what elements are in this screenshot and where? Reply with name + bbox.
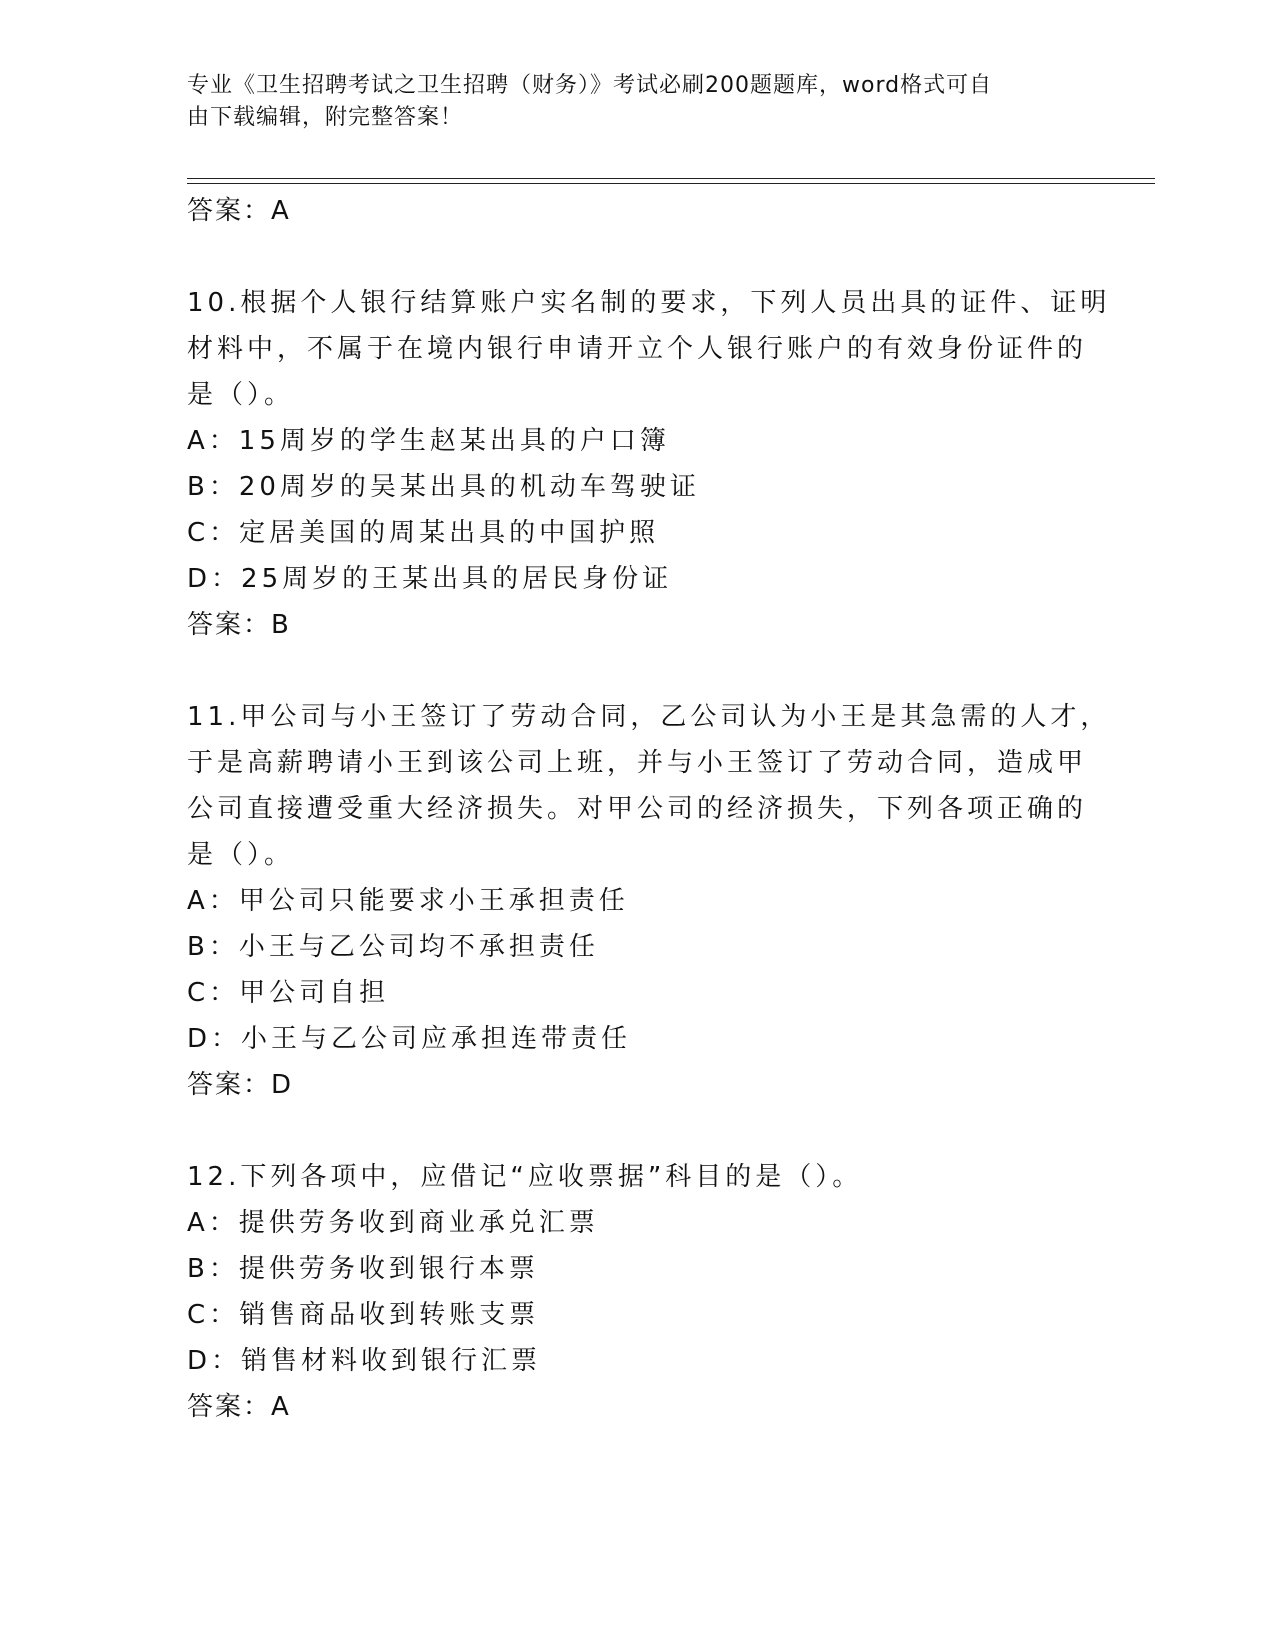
answer: 答案：D [187, 1070, 294, 1100]
question-text: 公司直接遭受重大经济损失。对甲公司的经济损失，下列各项正确的 [187, 794, 1088, 824]
header-line-1: 专业《卫生招聘考试之卫生招聘（财务）》考试必刷200题题库，word格式可自 [187, 73, 993, 98]
option-c: C：甲公司自担 [187, 978, 390, 1008]
option-b: B：小王与乙公司均不承担责任 [187, 932, 599, 962]
answer: 答案：B [187, 610, 291, 640]
question-text: 是（）。 [187, 380, 295, 410]
document-body [187, 188, 1111, 1430]
question-text: 于是高薪聘请小王到该公司上班，并与小王签订了劳动合同，造成甲 [187, 748, 1088, 778]
option-d: D：小王与乙公司应承担连带责任 [187, 1024, 632, 1054]
option-d: D：销售材料收到银行汇票 [187, 1346, 542, 1376]
header-line-2: 由下载编辑，附完整答案！ [187, 105, 464, 130]
option-c: C：定居美国的周某出具的中国护照 [187, 518, 660, 548]
answer-previous: 答案：A [187, 196, 291, 226]
option-a: A：提供劳务收到商业承兑汇票 [187, 1208, 599, 1238]
header-rule-bottom [187, 183, 1155, 184]
option-b: B：提供劳务收到银行本票 [187, 1254, 539, 1284]
question-10 [187, 280, 1111, 648]
option-b: B：20周岁的吴某出具的机动车驾驶证 [187, 472, 700, 502]
question-text: 10.根据个人银行结算账户实名制的要求，下列人员出具的证件、证明 [187, 288, 1111, 318]
question-text: 是（）。 [187, 840, 295, 870]
document-header [187, 70, 1067, 134]
option-c: C：销售商品收到转账支票 [187, 1300, 540, 1330]
option-a: A：甲公司只能要求小王承担责任 [187, 886, 629, 916]
answer: 答案：A [187, 1392, 291, 1422]
header-rule-top [187, 178, 1155, 179]
question-text: 11.甲公司与小王签订了劳动合同，乙公司认为小王是其急需的人才， [187, 702, 1111, 732]
question-text: 材料中，不属于在境内银行申请开立个人银行账户的有效身份证件的 [187, 334, 1088, 364]
question-12 [187, 1154, 1087, 1430]
question-text: 12.下列各项中，应借记“应收票据”科目的是（）。 [187, 1162, 863, 1192]
option-d: D：25周岁的王某出具的居民身份证 [187, 564, 673, 594]
question-11 [187, 694, 1111, 1108]
option-a: A：15周岁的学生赵某出具的户口簿 [187, 426, 670, 456]
